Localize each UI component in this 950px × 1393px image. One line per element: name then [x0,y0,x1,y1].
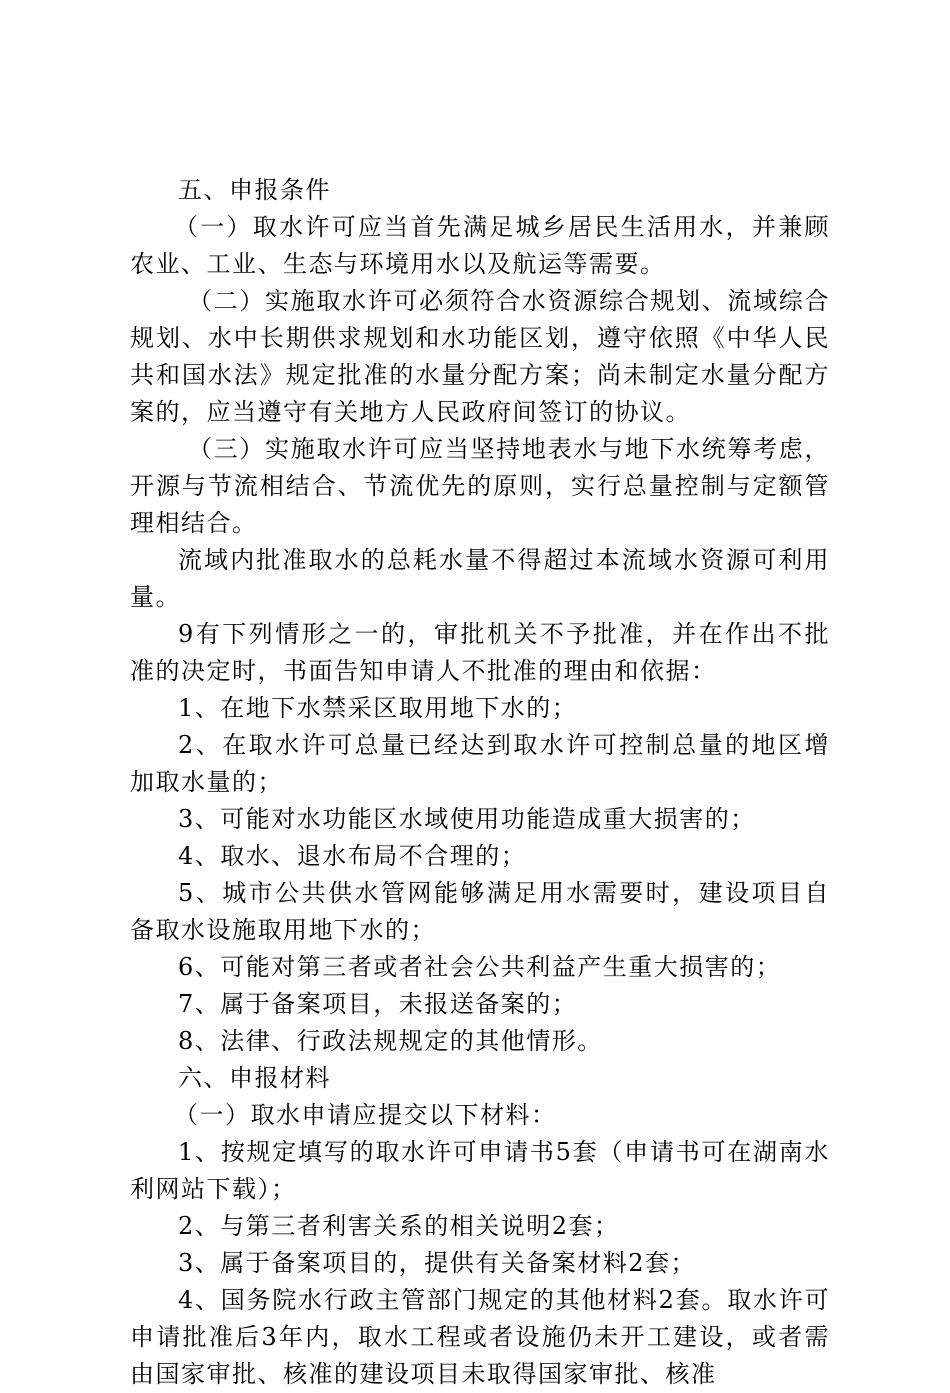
paragraph-material-3: 3、属于备案项目的，提供有关备案材料2套； [178,1249,697,1277]
paragraph-basin-limit: 流域内批准取水的总耗水量不得超过本流域水资源可利用量。 [130,546,830,611]
paragraph-rejection-7: 7、属于备案项目，未报送备案的； [178,990,578,1018]
paragraph-rejection-2: 2、在取水许可总量已经达到取水许可控制总量的地区增加取水量的； [130,731,830,796]
paragraph-material-2: 2、与第三者利害关系的相关说明2套； [178,1212,620,1240]
paragraph-rejection-3: 3、可能对水功能区水域使用功能造成重大损害的； [178,805,756,833]
paragraph-rejection-1: 1、在地下水禁采区取用地下水的； [178,694,578,722]
paragraph-condition-1: （一）取水许可应当首先满足城乡居民生活用水，并兼顾农业、工业、生态与环境用水以及航运等需要。 [130,213,830,278]
paragraph-material-4: 4、国务院水行政主管部门规定的其他材料2套。取水许可申请批准后3年内，取水工程或者设施仍未开工建设，或者需由国家审批、核准的建设项目未取得国家审批、核准 [130,1286,830,1388]
paragraph-rejection-5: 5、城市公共供水管网能够满足用水需要时，建设项目自备取水设施取用地下水的； [130,879,830,944]
document-body [130,172,830,1393]
paragraph-rejection-4: 4、取水、退水布局不合理的； [178,842,527,870]
paragraph-section-6-heading: 六、申报材料 [178,1064,331,1092]
paragraph-rejection-6: 6、可能对第三者或者社会公共利益产生重大损害的； [178,953,782,981]
paragraph-condition-2: （二）实施取水许可必须符合水资源综合规划、流域综合规划、水中长期供求规划和水功能区划，遵守依照《中华人民共和国水法》规定批准的水量分配方案；尚未制定水量分配方案的，应当遵守有关地方人民政府间签订的协议。 [130,287,830,426]
paragraph-materials-intro: （一）取水申请应提交以下材料： [174,1101,557,1129]
paragraph-rejection-intro: 9有下列情形之一的，审批机关不予批准，并在作出不批准的决定时，书面告知申请人不批准的理由和依据： [130,620,830,685]
paragraph-material-1: 1、按规定填写的取水许可申请书5套（申请书可在湖南水利网站下载）； [130,1138,830,1203]
paragraph-condition-3: （三）实施取水许可应当坚持地表水与地下水统筹考虑，开源与节流相结合、节流优先的原则，实行总量控制与定额管理相结合。 [130,435,830,537]
paragraph-section-5-heading: 五、申报条件 [178,176,331,204]
paragraph-rejection-8: 8、法律、行政法规规定的其他情形。 [178,1027,603,1055]
